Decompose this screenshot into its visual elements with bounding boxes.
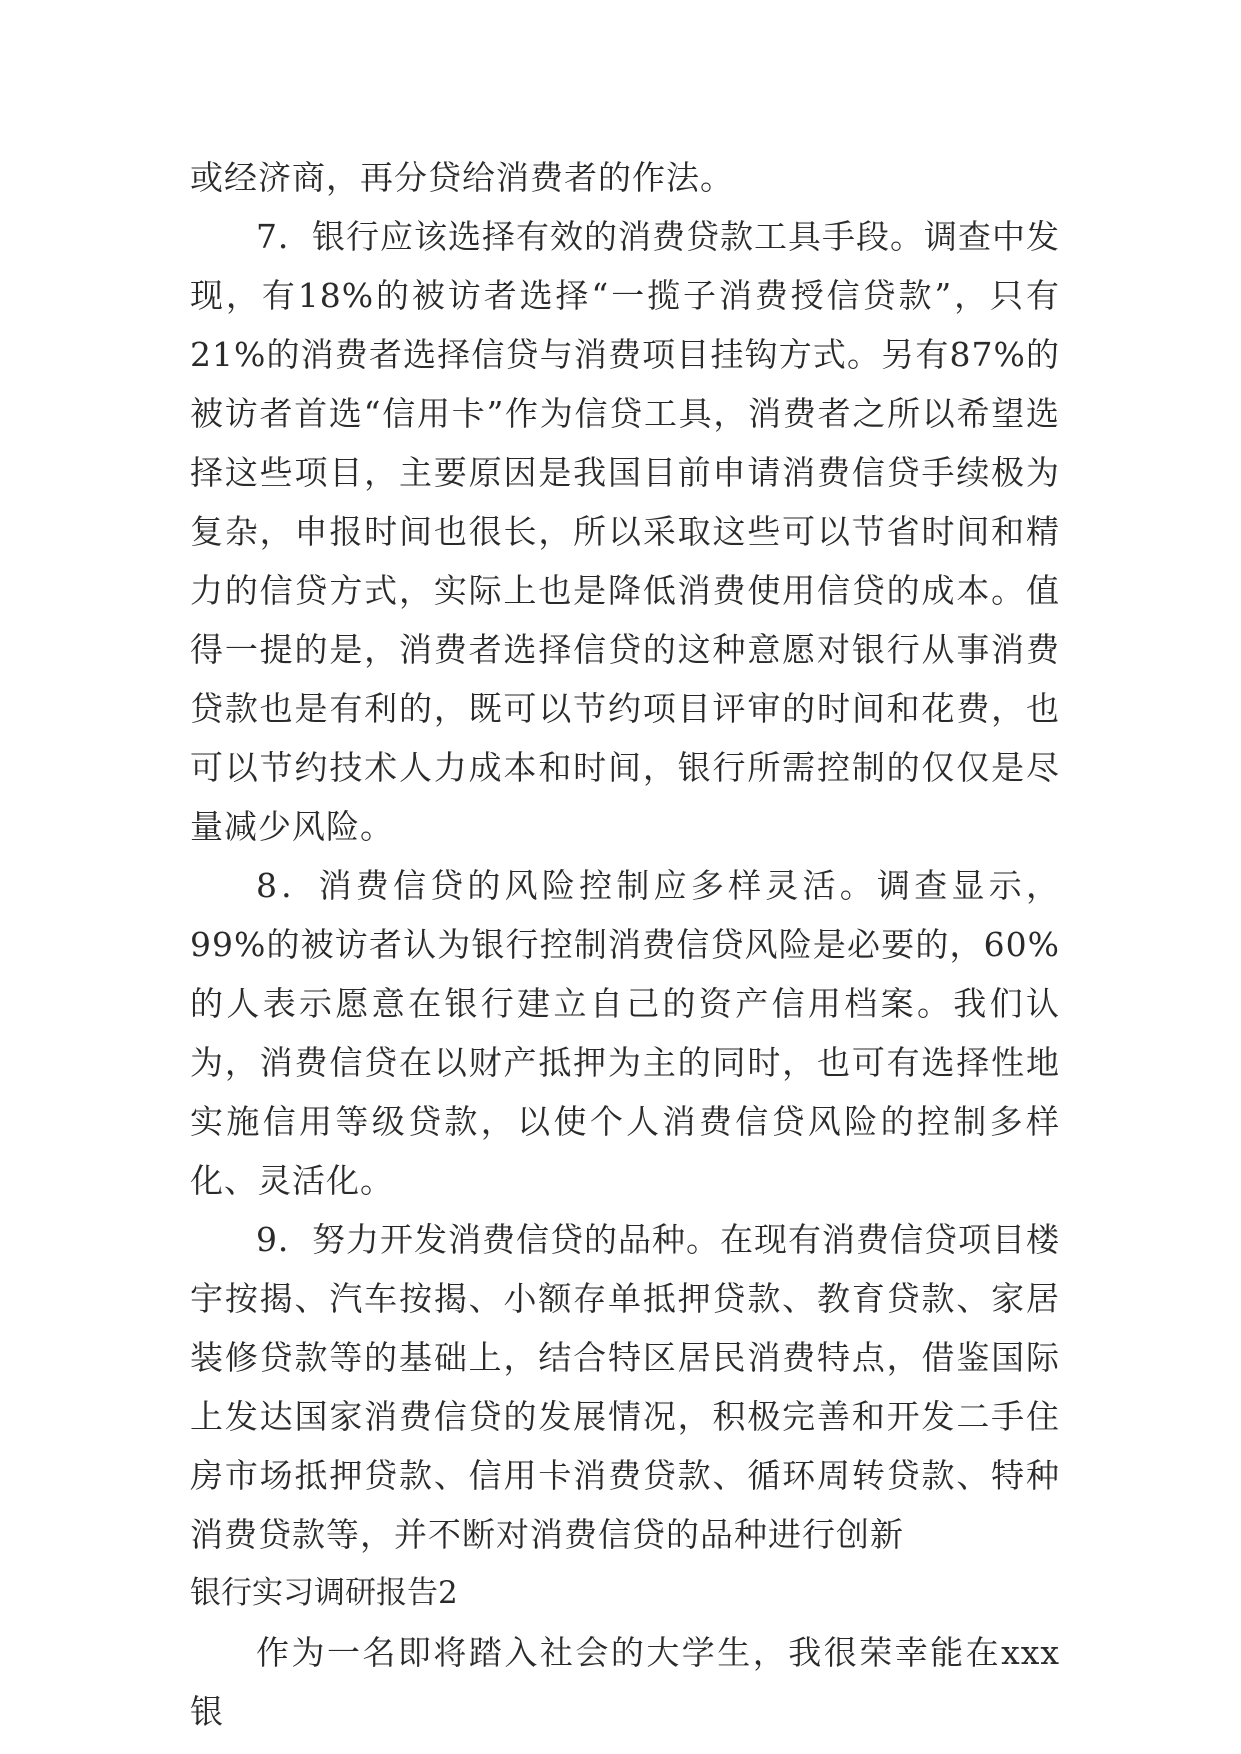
document-body [190, 148, 1060, 1741]
paragraph-item-9: 9．努力开发消费信贷的品种。在现有消费信贷项目楼宇按揭、汽车按揭、小额存单抵押贷款、教育贷款、家居装修贷款等的基础上，结合特区居民消费特点，借鉴国际上发达国家消费信贷的发展情况，积极完善和开发二手住房市场抵押贷款、信用卡消费贷款、循环周转贷款、特种消费贷款等，并不断对消费信贷的品种进行创新 [190, 1220, 1060, 1554]
section-heading: 银行实习调研报告2 [190, 1575, 458, 1611]
paragraph-continuation: 或经济商，再分贷给消费者的作法。 [190, 158, 734, 197]
paragraph-item-8: 8．消费信贷的风险控制应多样灵活。调查显示，99%的被访者认为银行控制消费信贷风险是必要的，60%的人表示愿意在银行建立自己的资产信用档案。我们认为，消费信贷在以财产抵押为主的同时，也可有选择性地实施信用等级贷款，以使个人消费信贷风险的控制多样化、灵活化。 [190, 866, 1060, 1200]
paragraph-intro: 作为一名即将踏入社会的大学生，我很荣幸能在xxx银 [190, 1633, 1060, 1731]
paragraph-item-7: 7．银行应该选择有效的消费贷款工具手段。调查中发现，有18%的被访者选择“一揽子消费授信贷款”，只有21%的消费者选择信贷与消费项目挂钩方式。另有87%的被访者首选“信用卡”作为信贷工具，消费者之所以希望选择这些项目，主要原因是我国目前申请消费信贷手续极为复杂，申报时间也很长，所以采取这些可以节省时间和精力的信贷方式，实际上也是降低消费使用信贷的成本。值得一提的是，消费者选择信贷的这种意愿对银行从事消费贷款也是有利的，既可以节约项目评审的时间和花费，也可以节约技术人力成本和时间，银行所需控制的仅仅是尽量减少风险。 [190, 217, 1060, 846]
